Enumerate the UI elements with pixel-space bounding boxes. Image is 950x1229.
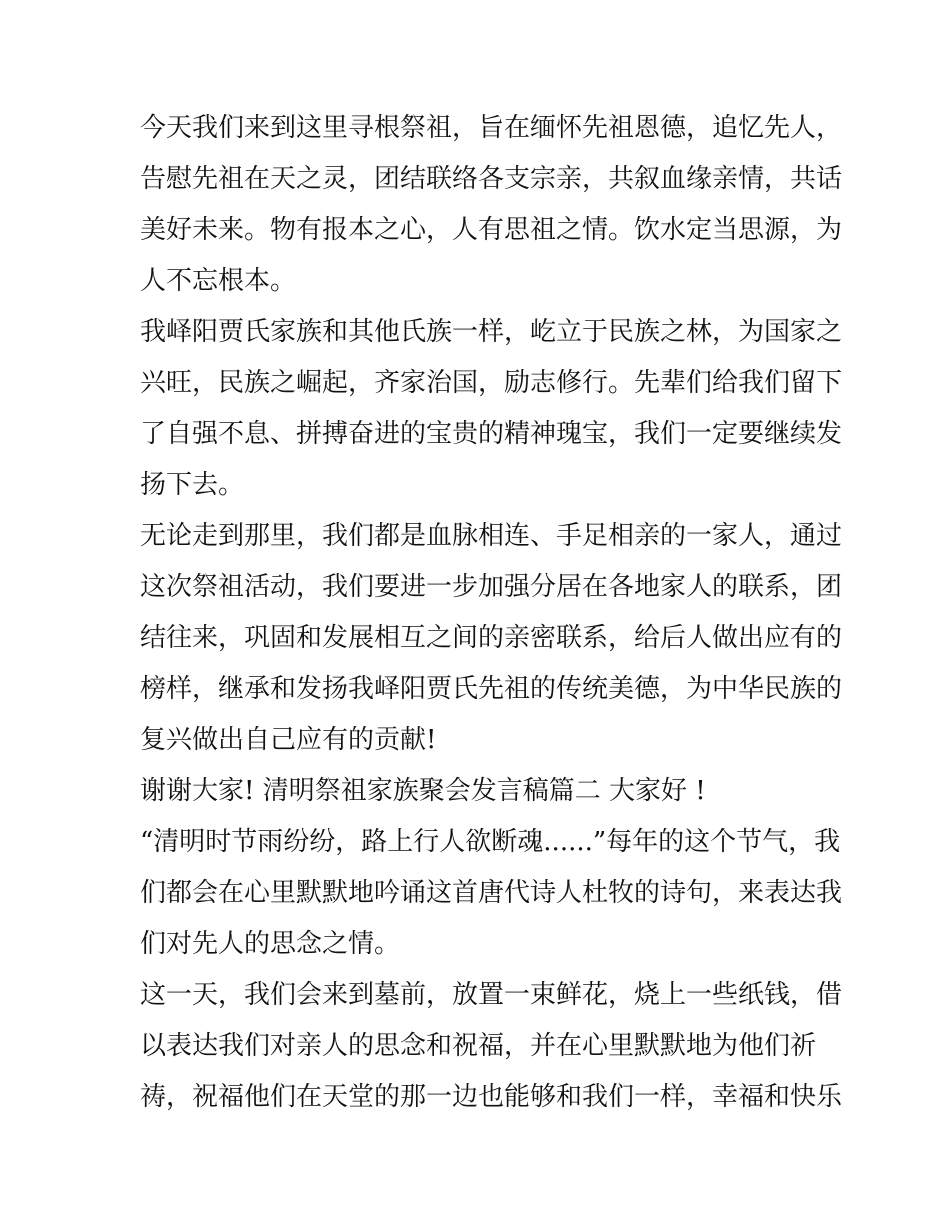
text-line: 这次祭祖活动，我们要进一步加强分居在各地家人的联系，团	[140, 572, 843, 602]
text-line: 无论走到那里，我们都是血脉相连、手足相亲的一家人，通过	[140, 521, 843, 551]
text-line: 兴旺，民族之崛起，齐家治国，励志修行。先辈们给我们留下	[140, 368, 843, 398]
document-body	[140, 103, 843, 1123]
text-line: 们都会在心里默默地吟诵这首唐代诗人杜牧的诗句，来表达我	[140, 878, 843, 908]
text-line: 这一天，我们会来到墓前，放置一束鲜花，烧上一些纸钱，借	[140, 980, 843, 1010]
text-line: 以表达我们对亲人的思念和祝福，并在心里默默地为他们祈	[140, 1031, 817, 1061]
text-line: 们对先人的思念之情。	[140, 929, 401, 959]
text-line: 结往来，巩固和发展相互之间的亲密联系，给后人做出应有的	[140, 623, 843, 653]
text-line: 美好未来。物有报本之心，人有思祖之情。饮水定当思源，为	[140, 215, 843, 245]
text-line: 谢谢大家! 清明祭祖家族聚会发言稿篇二 大家好 !	[140, 776, 706, 806]
text-line: 告慰先祖在天之灵，团结联络各支宗亲，共叙血缘亲情，共话	[140, 164, 843, 194]
text-line: “清明时节雨纷纷，路上行人欲断魂......”每年的这个节气，我	[140, 827, 841, 857]
text-line: 榜样，继承和发扬我峄阳贾氏先祖的传统美德，为中华民族的	[140, 674, 843, 704]
text-line: 今天我们来到这里寻根祭祖，旨在缅怀先祖恩德，追忆先人，	[140, 113, 843, 143]
text-line: 了自强不息、拼搏奋进的宝贵的精神瑰宝，我们一定要继续发	[140, 419, 843, 449]
text-line: 我峄阳贾氏家族和其他氏族一样，屹立于民族之林，为国家之	[140, 317, 843, 347]
text-line: 扬下去。	[140, 470, 245, 500]
text-line: 祷，祝福他们在天堂的那一边也能够和我们一样，幸福和快乐	[140, 1082, 843, 1112]
text-line: 复兴做出自己应有的贡献!	[140, 725, 437, 755]
text-line: 人不忘根本。	[140, 266, 297, 296]
